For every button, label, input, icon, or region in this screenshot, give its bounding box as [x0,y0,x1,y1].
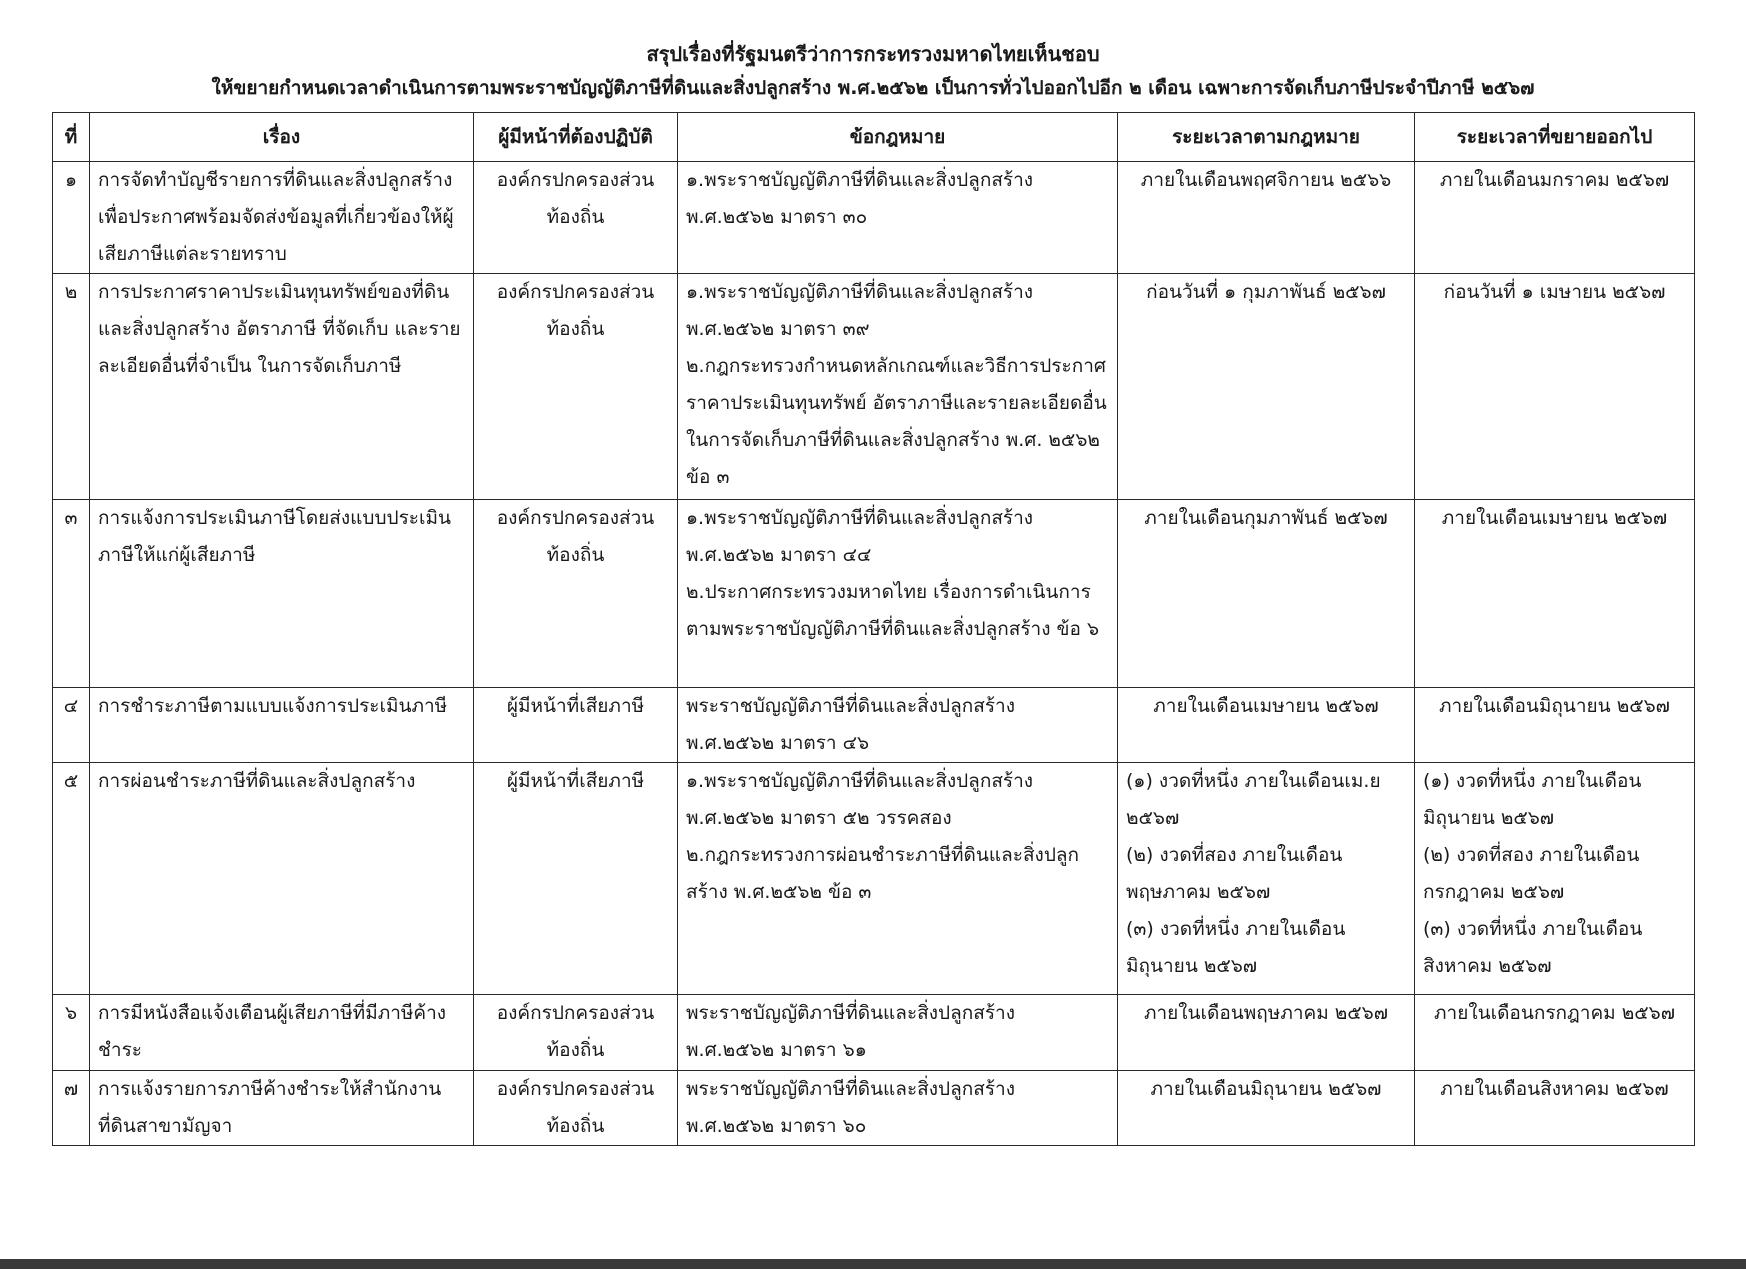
subject-cell: การมีหนังสือแจ้งเตือนผู้เสียภาษีที่มีภาษีค้างชำระ [90,995,474,1071]
period-item: ภายในเดือนมิถุนายน ๒๕๖๗ [1439,695,1670,717]
column-header-extended-period: ระยะเวลาที่ขยายออกไป [1415,113,1695,162]
subject-cell: การจัดทำบัญชีรายการที่ดินและสิ่งปลูกสร้างเพื่อประกาศพร้อมจัดส่งข้อมูลที่เกี่ยวข้องให้ผู้เสียภาษีแต่ละรายทราบ [90,162,474,274]
row-number: ๕ [53,763,90,995]
period-item: ภายในเดือนมกราคม ๒๕๖๗ [1439,169,1670,191]
subject-cell: การชำระภาษีตามแบบแจ้งการประเมินภาษี [90,688,474,763]
table-row [53,763,1695,995]
responsible-cell: ผู้มีหน้าที่เสียภาษี [474,763,678,995]
responsible-cell: องค์กรปกครองส่วนท้องถิ่น [474,1071,678,1146]
extended-period-cell [1415,763,1695,995]
extended-period-cell [1415,688,1695,763]
column-header-responsible: ผู้มีหน้าที่ต้องปฏิบัติ [474,113,678,162]
extended-period-cell [1415,500,1695,688]
law-cell [678,688,1118,763]
extended-period-cell [1415,274,1695,500]
period-item: ภายในเดือนกรกฎาคม ๒๕๖๗ [1434,1002,1675,1024]
law-item: พระราชบัญญัติภาษีที่ดินและสิ่งปลูกสร้าง พ.ศ.๒๕๖๒ มาตรา ๖๑ [686,1002,1015,1061]
law-item: ๑.พระราชบัญญัติภาษีที่ดินและสิ่งปลูกสร้าง พ.ศ.๒๕๖๒ มาตรา ๓๐ [686,169,1034,228]
column-header-subject: เรื่อง [90,113,474,162]
scan-bottom-edge [0,1259,1746,1269]
law-cell [678,995,1118,1071]
document-subtitle: ให้ขยายกำหนดเวลาดำเนินการตามพระราชบัญญัติภาษีที่ดินและสิ่งปลูกสร้าง พ.ศ.๒๕๖๒ เป็นการทั่วไปออกไปอีก ๒ เดือน เฉพาะการจัดเก็บภาษีประจำปีภาษี ๒๕๖๗ [211,77,1535,99]
table-row [53,688,1695,763]
legal-period-cell [1118,688,1415,763]
row-number: ๗ [53,1071,90,1146]
document-title: สรุปเรื่องที่รัฐมนตรีว่าการกระทรวงมหาดไทยเห็นชอบ [646,42,1100,66]
table-header-row [53,113,1695,162]
table-row [53,274,1695,500]
law-cell [678,162,1118,274]
period-item: (๓) งวดที่หนึ่ง ภายในเดือนสิงหาคม ๒๕๖๗ [1423,918,1643,977]
period-item: (๑) งวดที่หนึ่ง ภายในเดือนมิถุนายน ๒๕๖๗ [1423,770,1642,829]
legal-period-cell [1118,763,1415,995]
law-cell [678,763,1118,995]
responsible-cell: ผู้มีหน้าที่เสียภาษี [474,688,678,763]
law-item: ๑.พระราชบัญญัติภาษีที่ดินและสิ่งปลูกสร้าง พ.ศ.๒๕๖๒ มาตรา ๔๔ [686,507,1034,566]
legal-period-cell [1118,500,1415,688]
table-row [53,162,1695,274]
legal-period-cell [1118,162,1415,274]
period-item: (๒) งวดที่สอง ภายในเดือนพฤษภาคม ๒๕๖๗ [1126,844,1343,903]
period-item: (๒) งวดที่สอง ภายในเดือนกรกฎาคม ๒๕๖๗ [1423,844,1640,903]
row-number: ๔ [53,688,90,763]
law-cell [678,500,1118,688]
period-item: (๓) งวดที่หนึ่ง ภายในเดือนมิถุนายน ๒๕๖๗ [1126,918,1346,977]
responsible-cell: องค์กรปกครองส่วนท้องถิ่น [474,274,678,500]
law-item: ๑.พระราชบัญญัติภาษีที่ดินและสิ่งปลูกสร้าง พ.ศ.๒๕๖๒ มาตรา ๓๙ [686,281,1034,340]
extended-period-cell [1415,162,1695,274]
period-item: (๑) งวดที่หนึ่ง ภายในเดือนเม.ย ๒๕๖๗ [1126,770,1381,829]
law-item: พระราชบัญญัติภาษีที่ดินและสิ่งปลูกสร้าง พ.ศ.๒๕๖๒ มาตรา ๖๐ [686,1078,1015,1137]
period-item: ภายในเดือนมิถุนายน ๒๕๖๗ [1150,1078,1382,1100]
period-item: ก่อนวันที่ ๑ กุมภาพันธ์ ๒๕๖๗ [1146,281,1386,303]
period-item: ภายในเดือนสิงหาคม ๒๕๖๗ [1440,1078,1669,1100]
law-item: ๑.พระราชบัญญัติภาษีที่ดินและสิ่งปลูกสร้าง พ.ศ.๒๕๖๒ มาตรา ๕๒ วรรคสอง [686,770,1034,829]
column-header-legal-period: ระยะเวลาตามกฎหมาย [1118,113,1415,162]
row-number: ๑ [53,162,90,274]
table-row [53,995,1695,1071]
responsible-cell: องค์กรปกครองส่วนท้องถิ่น [474,500,678,688]
law-cell [678,274,1118,500]
period-item: ภายในเดือนพฤษภาคม ๒๕๖๗ [1143,1002,1389,1024]
column-header-no: ที่ [53,113,90,162]
row-number: ๖ [53,995,90,1071]
row-number: ๒ [53,274,90,500]
legal-period-cell [1118,274,1415,500]
period-item: ภายในเดือนพฤศจิกายน ๒๕๖๖ [1140,169,1392,191]
column-header-law: ข้อกฎหมาย [678,113,1118,162]
law-item: ๒.ประกาศกระทรวงมหาดไทย เรื่องการดำเนินการตามพระราชบัญญัติภาษีที่ดินและสิ่งปลูกสร้าง ข้อ ๖ [686,581,1100,640]
subject-cell: การผ่อนชำระภาษีที่ดินและสิ่งปลูกสร้าง [90,763,474,995]
document-header [0,38,1746,104]
subject-cell: การประกาศราคาประเมินทุนทรัพย์ของที่ดินและสิ่งปลูกสร้าง อัตราภาษี ที่จัดเก็บ และรายละเอียดอื่นที่จำเป็น ในการจัดเก็บภาษี [90,274,474,500]
subject-cell: การแจ้งการประเมินภาษีโดยส่งแบบประเมินภาษีให้แก่ผู้เสียภาษี [90,500,474,688]
legal-period-cell [1118,995,1415,1071]
table-row [53,1071,1695,1146]
period-item: ภายในเดือนเมษายน ๒๕๖๗ [1441,507,1668,529]
row-number: ๓ [53,500,90,688]
extended-period-cell [1415,1071,1695,1146]
law-item: ๒.กฎกระทรวงกำหนดหลักเกณฑ์และวิธีการประกาศราคาประเมินทุนทรัพย์ อัตราภาษีและรายละเอียดอื่นในการจัดเก็บภาษีที่ดินและสิ่งปลูกสร้าง พ.ศ. ๒๕๖๒ ข้อ ๓ [686,355,1107,488]
table-row [53,500,1695,688]
law-item: ๒.กฎกระทรวงการผ่อนชำระภาษีที่ดินและสิ่งปลูกสร้าง พ.ศ.๒๕๖๒ ข้อ ๓ [686,844,1080,903]
legal-period-cell [1118,1071,1415,1146]
extended-period-cell [1415,995,1695,1071]
period-item: ภายในเดือนเมษายน ๒๕๖๗ [1153,695,1379,717]
responsible-cell: องค์กรปกครองส่วนท้องถิ่น [474,995,678,1071]
responsible-cell: องค์กรปกครองส่วนท้องถิ่น [474,162,678,274]
period-item: ภายในเดือนกุมภาพันธ์ ๒๕๖๗ [1144,507,1388,529]
subject-cell: การแจ้งรายการภาษีค้างชำระให้สำนักงานที่ดินสาขามัญจา [90,1071,474,1146]
summary-table [52,112,1695,1146]
law-item: พระราชบัญญัติภาษีที่ดินและสิ่งปลูกสร้าง พ.ศ.๒๕๖๒ มาตรา ๔๖ [686,695,1015,754]
period-item: ก่อนวันที่ ๑ เมษายน ๒๕๖๗ [1443,281,1666,303]
law-cell [678,1071,1118,1146]
